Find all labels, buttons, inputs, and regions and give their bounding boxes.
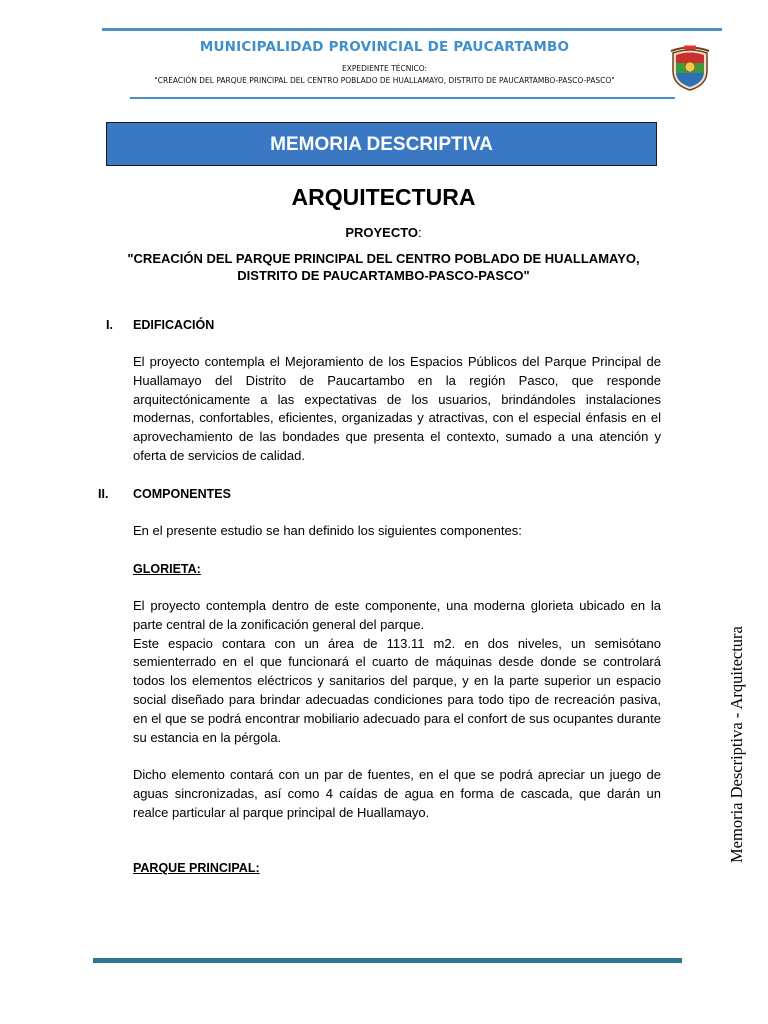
glorieta-paragraph-part2: Este espacio contara con un área de 113.11 m2. en dos niveles, un semisótano semienterrado en el que funcionará el cuarto de máquinas desde donde se controlará todos los elementos eléctricos y sanitarios del parque, y en la parte superior un espacio social diseñado para brindar adecuadas condiciones para todo tipo de recreación pasiva, en el que se podrá encontrar mobiliario adecuado para el confort de sus ocupantes durante su estancia en la pérgola. — [133, 635, 661, 745]
page-title: ARQUITECTURA — [291, 184, 476, 210]
section-heading-edificacion: EDIFICACIÓN — [133, 318, 215, 332]
project-name — [106, 250, 661, 284]
side-running-title: Memoria Descriptiva - Arquitectura — [727, 626, 746, 863]
glorieta-paragraph-part1: El proyecto contempla dentro de este componente, una moderna glorieta ubicado en la parte central de la zonificación general del parque. — [133, 598, 661, 632]
glorieta-heading: GLORIETA: — [133, 562, 201, 576]
section-heading-componentes: COMPONENTES — [133, 487, 231, 501]
project-label — [106, 225, 661, 240]
expediente-label: EXPEDIENTE TÉCNICO: — [341, 64, 428, 73]
project-label-text: PROYECTO — [345, 225, 419, 240]
memoria-descriptiva-banner: MEMORIA DESCRIPTIVA — [106, 122, 657, 166]
municipal-shield-icon — [669, 45, 711, 91]
project-name-line1: "CREACIÓN DEL PARQUE PRINCIPAL DEL CENTRO POBLADO DE HUALLAMAYO, — [127, 251, 640, 266]
organization-title: MUNICIPALIDAD PROVINCIAL DE PAUCARTAMBO — [199, 39, 570, 55]
componentes-intro: En el presente estudio se han definido los siguientes componentes: — [133, 523, 522, 538]
project-name-line2: DISTRITO DE PAUCARTAMBO-PASCO-PASCO" — [237, 268, 530, 283]
section-number: II. — [98, 487, 109, 501]
header-top-rule — [102, 28, 722, 31]
header-bottom-rule — [130, 97, 675, 99]
header-project-name: "CREACIÓN DEL PARQUE PRINCIPAL DEL CENTRO POBLADO DE HUALLAMAYO, DISTRITO DE PAUCARTAMBO-PASCO-PASCO" — [154, 76, 615, 85]
footer-rule — [93, 958, 682, 963]
parque-principal-heading: PARQUE PRINCIPAL: — [133, 861, 260, 875]
project-label-colon: : — [418, 225, 422, 240]
glorieta-paragraph — [133, 597, 661, 747]
section-number: I. — [106, 318, 113, 332]
glorieta-fountains-paragraph: Dicho elemento contará con un par de fuentes, en el que se podrá apreciar un juego de aguas sincronizadas, así como 4 caídas de agua en forma de cascada, que darán un realce particular al parque principal de Huallamayo. — [133, 767, 661, 820]
edificacion-paragraph: El proyecto contempla el Mejoramiento de los Espacios Públicos del Parque Principal de Huallamayo del Distrito de Paucartambo en la región Pasco, que responde arquitectónicamente a las expectativas de los usuarios, brindándoles instalaciones modernas, confortables, eficientes, organizadas y atractivas, con el especial énfasis en el aprovechamiento de las bondades que presenta el contexto, sumado a una atención y oferta de servicios de calidad. — [133, 354, 661, 463]
